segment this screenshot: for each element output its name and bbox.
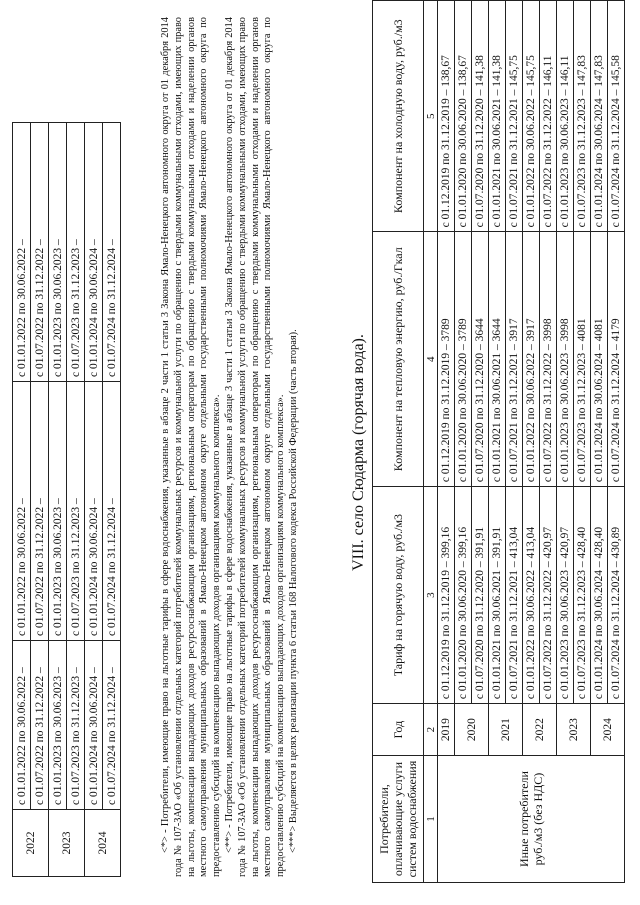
empty-cell: с 01.07.2024 по 31.12.2024 – xyxy=(103,382,121,641)
header-tariff: Тариф на горячую воду, руб./м3 xyxy=(373,487,424,704)
footnote-2: <**> - Потребители, имеющие право на льготные тарифы в сфере водоснабжения, указанные в абзаце 3 части 1 статьи 3 Закона Ямало-Ненецкого автономного округа от 01 декабря 2014 года № 107-ЗАО «Об установлении отдельных категорий потребителей коммунальных ресурсов и коммунальной услуги по обращению с твердыми коммунальными отходами, имеющих право на льготы, компенсации выпадающих доходов ресурсоснабжающим организациям, региональным операторам по обращению с твердыми коммунальными отходами и наделении органов местного самоуправления муниципальных образований в Ямало-Ненецком автономном округе отдельными государственными полномочиями Ямало-Ненецкого автономного округа по предоставлению субсидий на компенсацию выпадающих доходов организациям коммунального комплекса». xyxy=(223,17,287,877)
period-cell: с 01.07.2024 по 31.12.2024 – xyxy=(103,641,121,810)
heat-cell: с 01.07.2024 по 31.12.2024 – 4179 xyxy=(608,232,625,487)
cold-cell: с 01.07.2023 по 31.12.2023 – 147,83 xyxy=(574,1,591,232)
cold-cell: с 01.01.2022 по 30.06.2022 – 145,75 xyxy=(523,1,540,232)
table-row xyxy=(523,1,540,883)
header-consumer: Потребители, оплачивающие услуги систем водоснабжения xyxy=(373,756,424,883)
col-number: 3 xyxy=(424,487,438,704)
header-cold: Компонент на холодную воду, руб./м3 xyxy=(373,1,424,232)
empty-cell: с 01.01.2022 по 30.06.2022 – xyxy=(13,382,31,641)
cold-cell: с 01.07.2021 по 31.12.2021 – 145,75 xyxy=(506,1,523,232)
empty-cell: с 01.07.2023 по 31.12.2023 – xyxy=(67,382,85,641)
col-number: 1 xyxy=(424,756,438,883)
tariff-cell: с 01.01.2023 по 30.06.2023 – 420,97 xyxy=(557,487,574,704)
footnote-1: <*> - Потребители, имеющие право на льготные тарифы в сфере водоснабжения, указанные в абзаце 2 части 1 статьи 3 Закона Ямало-Ненецкого автономного округа от 01 декабря 2014 года № 107-ЗАО «Об установлении отдельных категорий потребителей коммунальных ресурсов и коммунальной услуги по обращению с твердыми коммунальными отходами, имеющих право на льготы, компенсации выпадающих доходов ресурсоснабжающим организациям, региональным операторам по обращению с твердыми коммунальными отходами и наделении органов местного самоуправления муниципальных образований в Ямало-Ненецком автономном округе отдельными государственными полномочиями Ямало-Ненецкого автономного округа по предоставлению субсидий на компенсацию выпадающих доходов организациям коммунального комплекса». xyxy=(160,17,223,877)
period-cell: с 01.07.2023 по 31.12.2023 – xyxy=(67,641,85,810)
empty-cell: с 01.01.2024 по 30.06.2024 – xyxy=(85,382,103,641)
col-number: 4 xyxy=(424,232,438,487)
heat-cell: с 01.01.2023 по 30.06.2023 – 3998 xyxy=(557,232,574,487)
tariff-cell: с 01.07.2023 по 31.12.2023 – 428,40 xyxy=(574,487,591,704)
header-year: Год xyxy=(373,704,424,756)
heat-cell: с 01.12.2019 по 31.12.2019 – 3789 xyxy=(438,232,455,487)
tariff-cell: с 01.07.2020 по 31.12.2020 – 391,91 xyxy=(472,487,489,704)
heat-cell: с 01.07.2021 по 31.12.2021 – 3917 xyxy=(506,232,523,487)
table-row xyxy=(455,1,472,883)
heat-cell: с 01.07.2023 по 31.12.2023 – 4081 xyxy=(574,232,591,487)
heat-cell: с 01.07.2020 по 31.12.2020 – 3644 xyxy=(472,232,489,487)
heat-cell: с 01.01.2022 по 30.06.2022 – 3917 xyxy=(523,232,540,487)
tariff-cell: с 01.07.2022 по 31.12.2022 – 420,97 xyxy=(540,487,557,704)
cold-cell: с 01.01.2023 по 30.06.2023 – 146,11 xyxy=(557,1,574,232)
year-cell: 2024 xyxy=(85,810,121,877)
cold-cell: с 01.07.2022 по 31.12.2022 – xyxy=(31,123,49,382)
table-row xyxy=(31,123,49,877)
table-row xyxy=(103,123,121,877)
cold-cell: с 01.07.2020 по 31.12.2020 – 141,38 xyxy=(472,1,489,232)
cold-cell: с 01.01.2024 по 30.06.2024 – xyxy=(85,123,103,382)
cold-cell: с 01.01.2020 по 30.06.2020 – 138,67 xyxy=(455,1,472,232)
table-row xyxy=(13,123,31,877)
cold-cell: с 01.01.2024 по 30.06.2024 – 147,83 xyxy=(591,1,608,232)
heat-cell: с 01.01.2021 по 30.06.2021 – 3644 xyxy=(489,232,506,487)
year-cell: 2022 xyxy=(523,704,557,756)
header-heat: Компонент на тепловую энергию, руб./Гкал xyxy=(373,232,424,487)
table-row xyxy=(438,1,455,883)
year-cell: 2022 xyxy=(13,810,49,877)
table-row xyxy=(489,1,506,883)
cold-cell: с 01.07.2024 по 31.12.2024 – xyxy=(103,123,121,382)
heat-cell: с 01.01.2020 по 30.06.2020 – 3789 xyxy=(455,232,472,487)
continued-table xyxy=(12,122,121,877)
year-cell: 2019 xyxy=(438,704,455,756)
tariff-cell: с 01.01.2022 по 30.06.2022 – 413,04 xyxy=(523,487,540,704)
tariff-cell: с 01.01.2020 по 30.06.2020 – 399,16 xyxy=(455,487,472,704)
year-cell: 2024 xyxy=(591,704,625,756)
year-cell: 2020 xyxy=(455,704,489,756)
cold-cell: с 01.01.2022 по 30.06.2022 – xyxy=(13,123,31,382)
col-number: 2 xyxy=(424,704,438,756)
table-row xyxy=(557,1,574,883)
tariff-cell: с 01.07.2024 по 31.12.2024 – 430,89 xyxy=(608,487,625,704)
period-cell: с 01.07.2022 по 31.12.2022 – xyxy=(31,641,49,810)
tariff-cell: с 01.01.2021 по 30.06.2021 – 391,91 xyxy=(489,487,506,704)
heat-cell: с 01.01.2024 по 30.06.2024 – 4081 xyxy=(591,232,608,487)
table-row xyxy=(85,123,103,877)
year-cell: 2023 xyxy=(557,704,591,756)
tariff-cell: с 01.01.2024 по 30.06.2024 – 428,40 xyxy=(591,487,608,704)
footnote-3: <***> Выделяется в целях реализации пункта 6 статьи 168 Налогового кодекса Российской Федерации (часть вторая). xyxy=(287,329,299,853)
tariff-cell: с 01.07.2021 по 31.12.2021 – 413,04 xyxy=(506,487,523,704)
consumer-cell: Иные потребители руб./м3 (без НДС) xyxy=(438,756,625,883)
table-row xyxy=(67,123,85,877)
section-title: VIII. село Сюдарма (горячая вода). xyxy=(350,334,367,571)
header-row xyxy=(373,1,424,883)
year-cell: 2021 xyxy=(489,704,523,756)
empty-cell: с 01.07.2022 по 31.12.2022 – xyxy=(31,382,49,641)
year-cell: 2023 xyxy=(49,810,85,877)
tariff-cell: с 01.12.2019 по 31.12.2019 – 399,16 xyxy=(438,487,455,704)
cold-cell: с 01.01.2021 по 30.06.2021 – 141,38 xyxy=(489,1,506,232)
period-cell: с 01.01.2022 по 30.06.2022 – xyxy=(13,641,31,810)
footnotes xyxy=(160,17,301,877)
cold-cell: с 01.07.2024 по 31.12.2024 – 145,58 xyxy=(608,1,625,232)
column-number-row xyxy=(424,1,438,883)
heat-cell: с 01.07.2022 по 31.12.2022 – 3998 xyxy=(540,232,557,487)
tariff-table xyxy=(372,0,625,883)
cold-cell: с 01.07.2022 по 31.12.2022 – 146,11 xyxy=(540,1,557,232)
col-number: 5 xyxy=(424,1,438,232)
table-row xyxy=(49,123,67,877)
cold-cell: с 01.01.2023 по 30.06.2023 – xyxy=(49,123,67,382)
table-row xyxy=(591,1,608,883)
cold-cell: с 01.07.2023 по 31.12.2023 – xyxy=(67,123,85,382)
empty-cell: с 01.01.2023 по 30.06.2023 – xyxy=(49,382,67,641)
period-cell: с 01.01.2023 по 30.06.2023 – xyxy=(49,641,67,810)
cold-cell: с 01.12.2019 по 31.12.2019 – 138,67 xyxy=(438,1,455,232)
period-cell: с 01.01.2024 по 30.06.2024 – xyxy=(85,641,103,810)
